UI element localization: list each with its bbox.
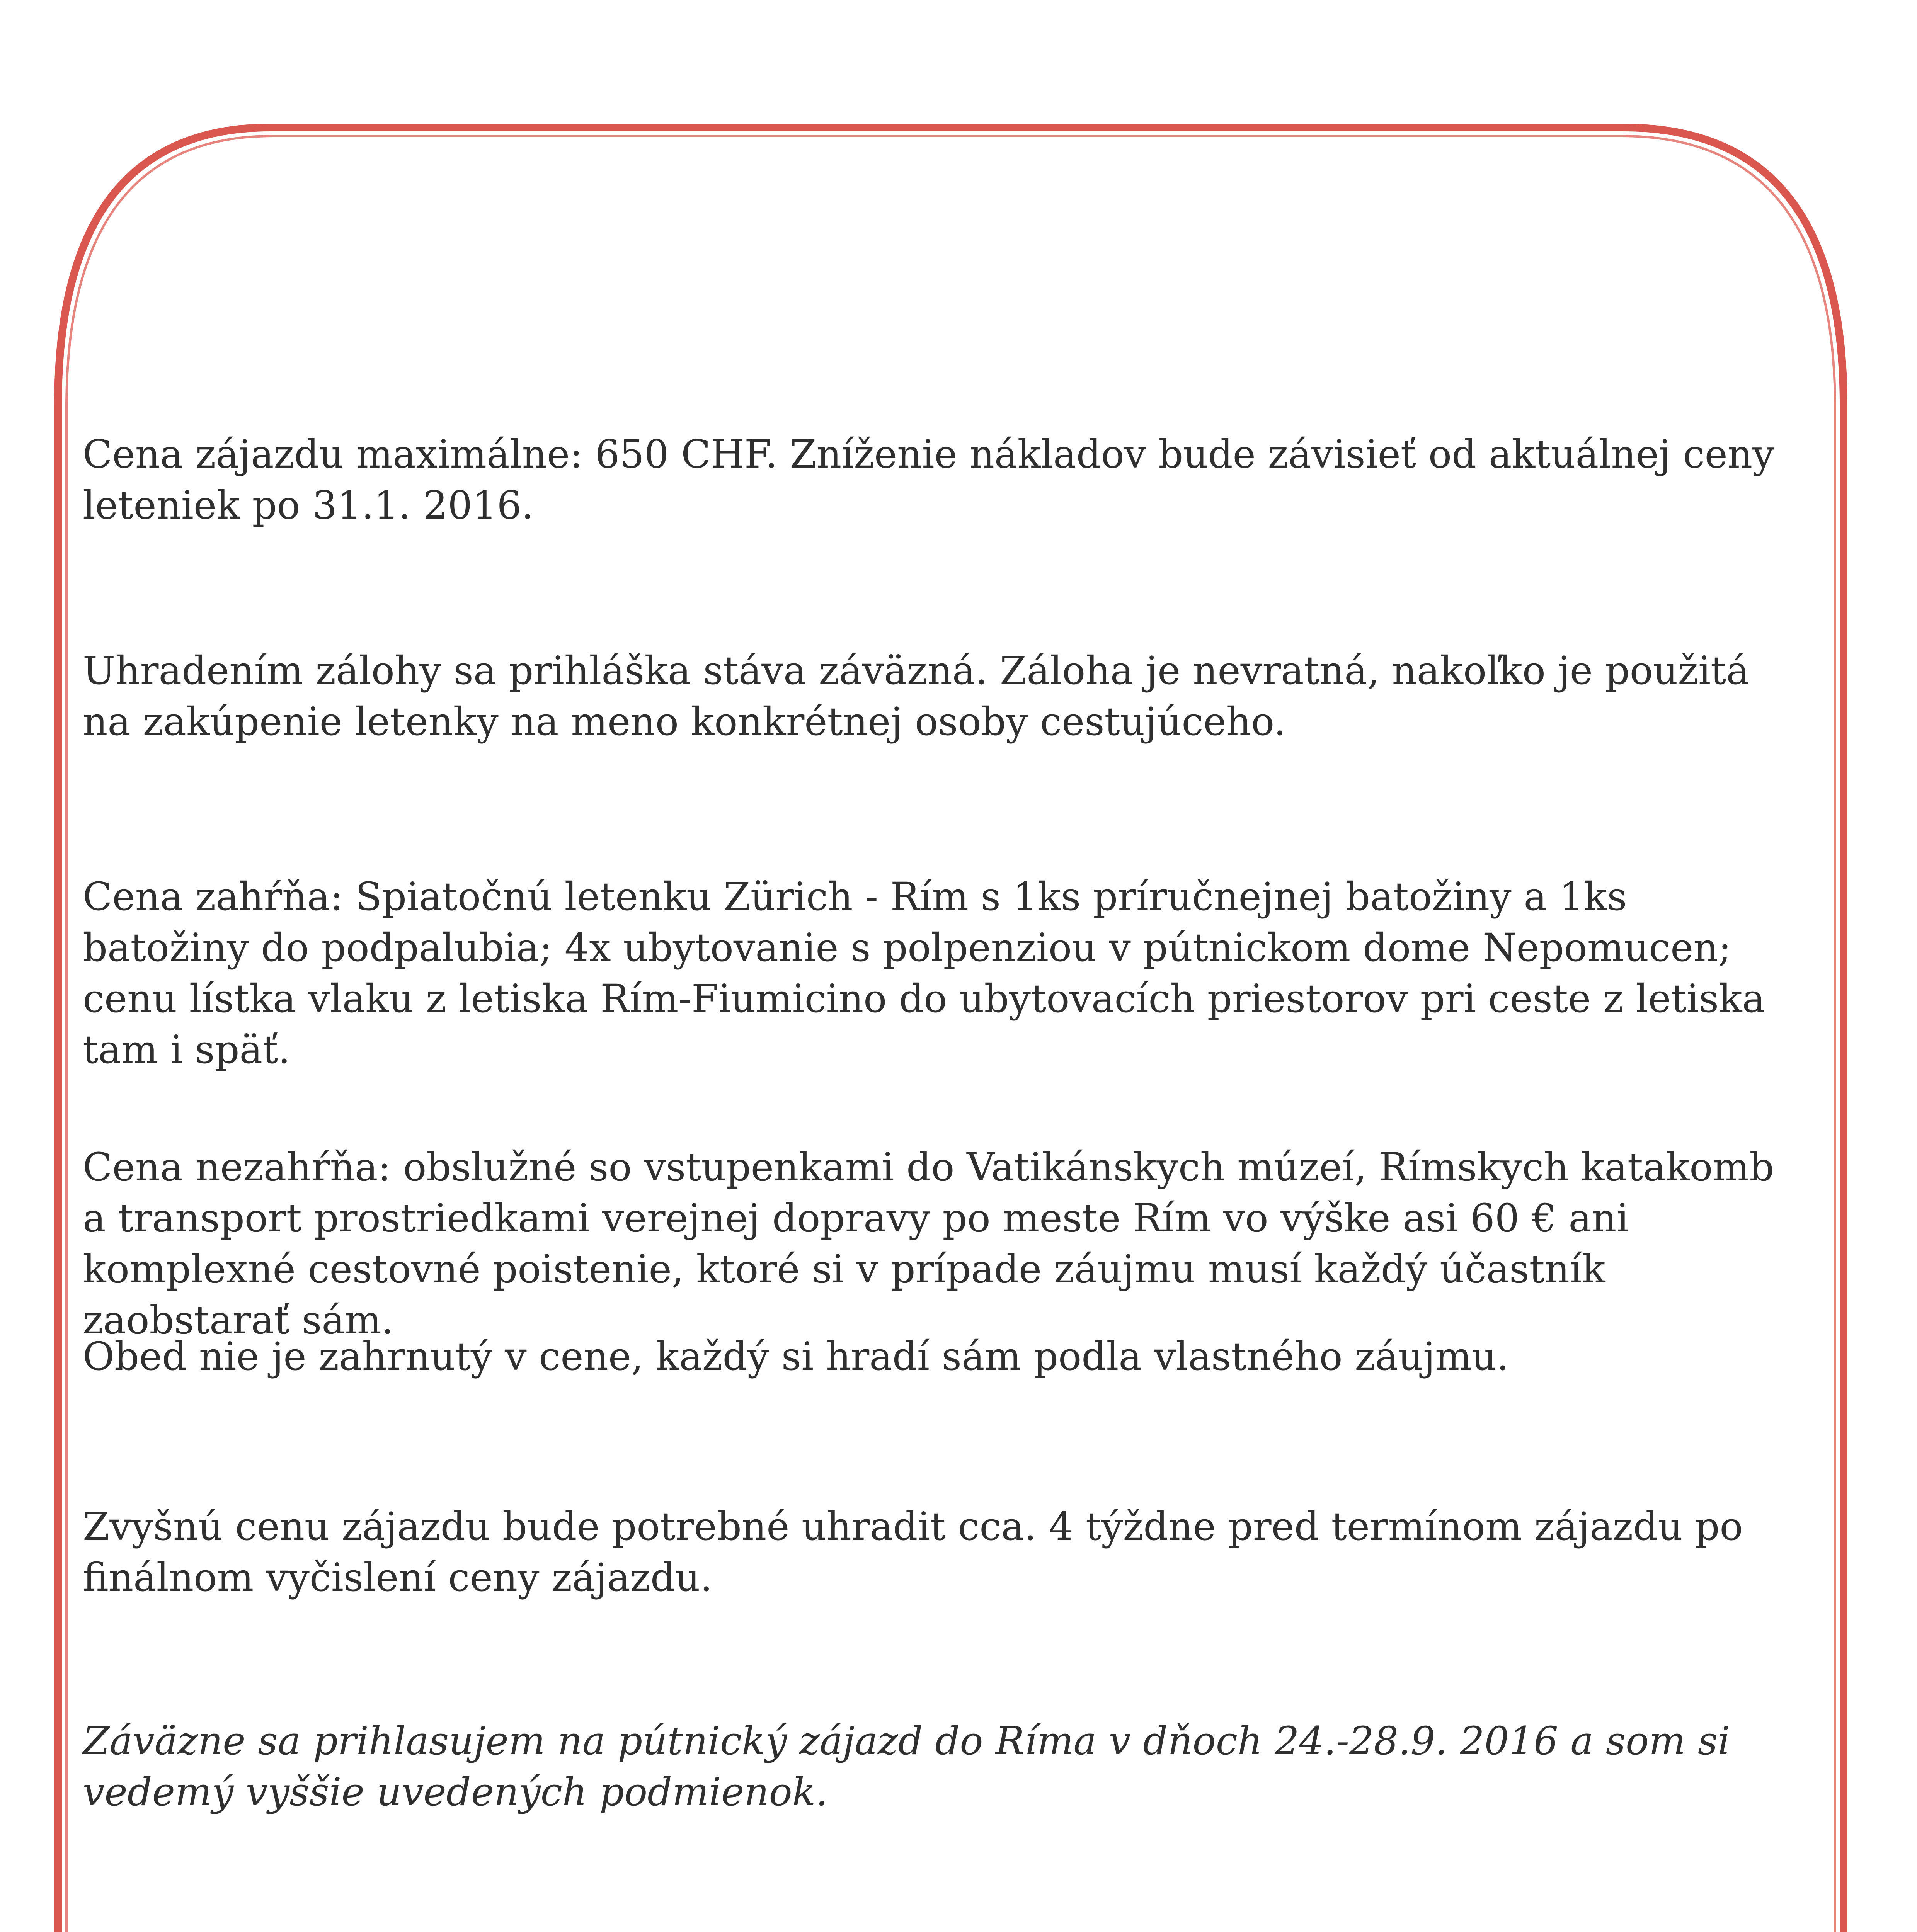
deposit-paragraph: Uhradením zálohy sa prihláška stáva záväzná. Záloha je nevratná, nakoľko je použitá na zakúpenie letenky na meno konkrétnej osoby cestujúceho. [83,648,1749,744]
lunch-paragraph: Obed nie je zahrnutý v cene, každý si hradí sám podla vlastného záujmu. [83,1334,1509,1379]
remaining-payment-paragraph: Zvyšnú cenu zájazdu bude potrebné uhradit cca. 4 týždne pred termínom zájazdu po finálnom vyčislení ceny zájazdu. [83,1504,1743,1600]
price-excludes-paragraph: Cena nezahŕňa: obslužné so vstupenkami do Vatikánskych múzeí, Rímskych katakomb a transport prostriedkami verejnej dopravy po meste Rím vo výške asi 60 € ani komplexné cestovné poistenie, ktoré si v prípade záujmu musí každý účastník zaobstarať sám. [83,1145,1774,1343]
price-includes-paragraph: Cena zahŕňa: Spiatočnú letenku Zürich - Rím s 1ks príručnejnej batožiny a 1ks batožiny do podpalubia; 4x ubytovanie s polpenziou v pútnickom dome Nepomucen; cenu lístka vlaku z letiska Rím-Fiumicino do ubytovacích priestorov pri ceste z letiska tam i späť. [83,874,1765,1072]
price-paragraph: Cena zájazdu maximálne: 650 CHF. Zníženie nákladov bude závisieť od aktuálnej ceny leteniek po 31.1. 2016. [83,432,1774,528]
binding-registration-paragraph: Záväzne sa prihlasujem na pútnický zájazd do Ríma v dňoch 24.-28.9. 2016 a som si vedemý vyššie uvedených podmienok. [83,1718,1730,1815]
